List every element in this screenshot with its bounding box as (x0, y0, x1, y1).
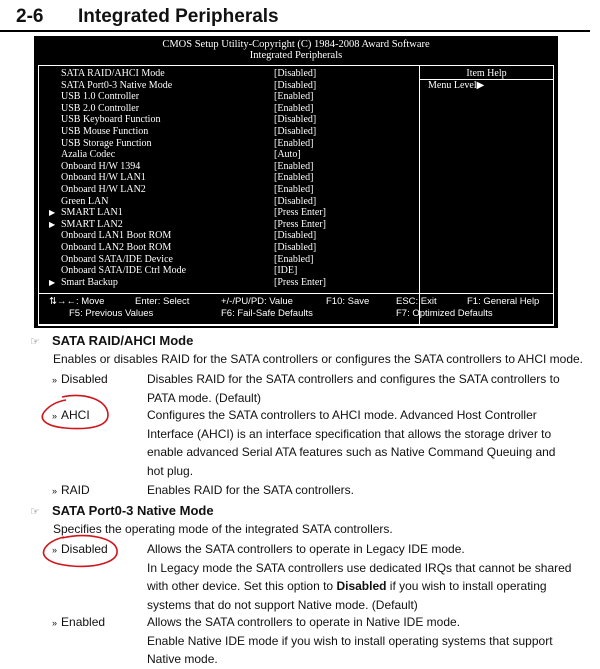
submenu-arrow-icon: ▶ (49, 208, 56, 218)
setting-label: USB 1.0 Controller (61, 91, 140, 103)
setting-value[interactable]: [IDE] (274, 265, 298, 277)
setting-label: Onboard H/W LAN2 (61, 184, 146, 195)
desc-line: Interface (AHCI) is an interface specification that allows the storage driver to (147, 426, 552, 441)
setting-label: Onboard SATA/IDE Device (61, 253, 173, 265)
topic-intro: Specifies the operating mode of the integrated SATA controllers. (53, 522, 393, 536)
setting-value[interactable]: [Disabled] (274, 230, 317, 242)
option-label: Disabled (61, 372, 108, 386)
nav-exit: ESC: Exit (396, 296, 437, 307)
setting-value[interactable]: [Press Enter] (274, 218, 326, 230)
circle-disabled-annotation (44, 536, 118, 567)
bios-title-line1: CMOS Setup Utility-Copyright (C) 1984-2008 Award Software (162, 39, 430, 50)
desc-line: enable advanced Serial ATA features such as Native Command Queuing and (147, 445, 556, 460)
bios-title-line2: Integrated Peripherals (249, 50, 343, 61)
setting-value[interactable]: [Auto] (274, 149, 301, 161)
desc-line: PATA mode. (Default) (147, 390, 262, 405)
setting-label: Onboard H/W LAN1 (61, 172, 146, 184)
setting-value[interactable]: [Enabled] (274, 137, 314, 149)
submenu-arrow-icon: ▶ (49, 277, 56, 287)
setting-label: Onboard LAN1 Boot ROM (61, 230, 172, 242)
setting-value[interactable]: [Disabled] (274, 126, 317, 137)
setting-value[interactable]: [Enabled] (274, 172, 314, 184)
topic-title: SATA Port0-3 Native Mode (52, 503, 214, 518)
option-label: Disabled (61, 542, 108, 556)
topic-intro: Enables or disables RAID for the SATA controllers or configures the SATA controllers to AHCI mode. (53, 352, 584, 366)
hand-pointer-icon: ☞ (30, 506, 40, 518)
nav-save: F10: Save (326, 296, 370, 307)
setting-label: USB Storage Function (61, 137, 152, 149)
desc-line: systems that do not support Native mode. (Default) (147, 597, 418, 612)
nav-optimized-defaults: F7: Optimized Defaults (396, 308, 493, 319)
option-label: RAID (61, 483, 90, 497)
help-title: Item Help (420, 68, 553, 80)
desc-line: Enables RAID for the SATA controllers. (147, 483, 354, 497)
setting-label: Onboard LAN2 Boot ROM (61, 242, 172, 253)
setting-value[interactable]: [Disabled] (274, 114, 317, 126)
setting-value[interactable]: [Disabled] (274, 79, 317, 91)
setting-value[interactable]: [Disabled] (274, 68, 317, 79)
setting-label: Onboard SATA/IDE Ctrl Mode (61, 265, 187, 277)
section-title: Integrated Peripherals (78, 6, 279, 27)
desc-line: hot plug. (147, 463, 194, 478)
nav-failsafe-defaults: F6: Fail-Safe Defaults (221, 308, 313, 319)
setting-label: Onboard H/W 1394 (61, 160, 141, 172)
desc-line: Enable Native IDE mode if you wish to install operating systems that support (147, 633, 553, 648)
desc-line: Configures the SATA controllers to AHCI mode. Advanced Host Controller (147, 408, 537, 422)
nav-help: F1: General Help (467, 296, 540, 307)
option-marker-icon: » (52, 486, 58, 496)
nav-value: +/-/PU/PD: Value (221, 296, 293, 307)
nav-previous-values: F5: Previous Values (69, 308, 154, 319)
setting-value[interactable]: [Press Enter] (274, 207, 326, 219)
setting-value[interactable]: [Disabled] (274, 242, 317, 253)
setting-label: SMART LAN1 (61, 207, 123, 219)
setting-value[interactable]: [Press Enter] (274, 276, 326, 288)
setting-label: USB Keyboard Function (61, 114, 161, 126)
section-number: 2-6 (16, 6, 44, 27)
setting-value[interactable]: [Enabled] (274, 160, 314, 172)
setting-value[interactable]: [Enabled] (274, 102, 314, 114)
setting-label: SATA Port0-3 Native Mode (61, 79, 173, 91)
option-marker-icon: » (52, 375, 58, 385)
setting-label: USB Mouse Function (61, 126, 149, 137)
setting-value[interactable]: [Enabled] (274, 253, 314, 265)
desc-bold: Disabled (336, 579, 387, 594)
submenu-arrow-icon: ▶ (49, 219, 56, 229)
setting-value[interactable]: [Enabled] (274, 91, 314, 103)
option-marker-icon: » (52, 545, 58, 555)
hand-pointer-icon: ☞ (30, 336, 40, 348)
desc-text: with other device. Set this option to (147, 579, 337, 594)
circle-ahci-annotation (42, 396, 108, 429)
setting-label: USB 2.0 Controller (61, 102, 140, 114)
desc-line: Native mode. (147, 652, 218, 667)
setting-value[interactable]: [Disabled] (274, 195, 317, 207)
desc-line: Allows the SATA controllers to operate in Legacy IDE mode. (147, 542, 465, 556)
setting-label: SATA RAID/AHCI Mode (61, 68, 165, 79)
option-marker-icon: » (52, 411, 58, 421)
option-label: Enabled (61, 615, 106, 629)
desc-line: Disables RAID for the SATA controllers and configures the SATA controllers to (147, 372, 560, 386)
topic-title: SATA RAID/AHCI Mode (52, 333, 194, 348)
nav-move: ⇅→←: Move (49, 296, 105, 307)
option-marker-icon: » (52, 618, 58, 628)
setting-label: Smart Backup (61, 276, 118, 288)
setting-label: Green LAN (61, 195, 109, 207)
desc-line: Allows the SATA controllers to operate in Native IDE mode. (147, 615, 461, 629)
nav-select: Enter: Select (135, 296, 190, 307)
desc-text: if you wish to install operating (386, 579, 547, 594)
help-text: Menu Level▶ (428, 80, 485, 91)
option-label: AHCI (61, 408, 90, 422)
desc-line: In Legacy mode the SATA controllers use dedicated IRQs that cannot be shared (147, 560, 572, 575)
setting-value[interactable]: [Enabled] (274, 184, 314, 195)
setting-label: SMART LAN2 (61, 218, 123, 230)
setting-label: Azalia Codec (61, 149, 116, 161)
